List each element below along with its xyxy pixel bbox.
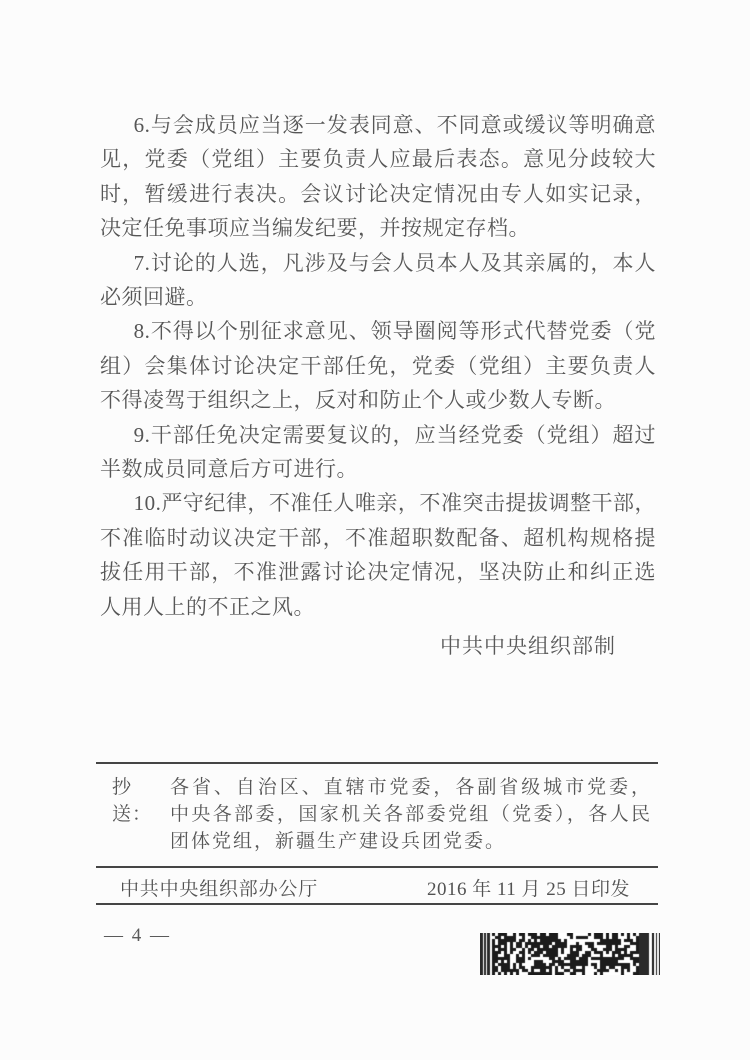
cc-distribution-row [112, 774, 652, 855]
document-body [100, 108, 656, 624]
paragraph-item-8: 8.不得以个别征求意见、领导圈阅等形式代替党委（党组）会集体讨论决定干部任免，党委（党组）主要负责人不得凌驾于组织之上，反对和防止个人或少数人专断。 [100, 319, 656, 413]
paragraph-item-6: 6.与会成员应当逐一发表同意、不同意或缓议等明确意见，党委（党组）主要负责人应最后表态。意见分歧较大时，暂缓进行表决。会议讨论决定情况由专人如实记录，决定任免事项应当编发纪要，并按规定存档。 [100, 113, 656, 241]
issuer-signature: 中共中央组织部制 [440, 634, 616, 658]
barcode [480, 933, 660, 975]
cc-label: 抄送： [112, 777, 153, 825]
paragraph-item-7: 7.讨论的人选，凡涉及与会人员本人及其亲属的，本人必须回避。 [100, 250, 656, 310]
separator-rule-middle [96, 866, 658, 868]
cc-content: 各省、自治区、直辖市党委，各副省级城市党委，中央各部委，国家机关各部委党组（党委），各人民团体党组，新疆生产建设兵团党委。 [170, 777, 652, 852]
imprint-print-date: 2016 年 11 月 25 日印发 [426, 879, 630, 900]
separator-rule-top [96, 762, 658, 764]
separator-rule-bottom [96, 903, 658, 905]
page-number: — 4 — [104, 925, 171, 946]
imprint-issuer: 中共中央组织部办公厅 [120, 879, 319, 900]
paragraph-item-10: 10.严守纪律，不准任人唯亲，不准突击提拔调整干部，不准临时动议决定干部，不准超职数配备、超机构规格提拔任用干部，不准泄露讨论决定情况，坚决防止和纠正选人用人上的不正之风。 [100, 491, 656, 619]
imprint-row [120, 874, 630, 901]
paragraph-item-9: 9.干部任免决定需要复议的，应当经党委（党组）超过半数成员同意后方可进行。 [100, 422, 656, 482]
